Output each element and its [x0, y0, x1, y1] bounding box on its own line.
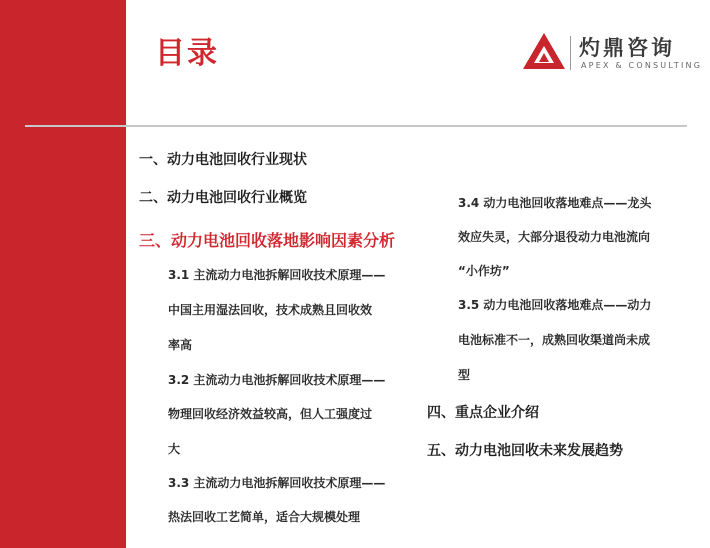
logo-subtitle: APEX & CONSULTING [581, 61, 703, 70]
sub-item-3-5-line-1[interactable]: 3.5 动力电池回收落地难点——动力 [458, 298, 652, 312]
logo-name: 灼鼎咨询 [579, 36, 675, 60]
company-logo [523, 30, 703, 74]
sub-item-3-1-line-1[interactable]: 3.1 主流动力电池拆解回收技术原理—— [168, 268, 386, 282]
logo-separator [570, 36, 571, 70]
sub-item-3-5-line-3[interactable]: 型 [458, 368, 471, 382]
sub-item-3-2-line-3[interactable]: 大 [168, 442, 181, 456]
sub-item-3-4-line-1[interactable]: 3.4 动力电池回收落地难点——龙头 [458, 196, 652, 210]
sub-item-3-3-line-1[interactable]: 3.3 主流动力电池拆解回收技术原理—— [168, 476, 386, 490]
header-divider [25, 125, 687, 127]
sub-item-3-2-line-1[interactable]: 3.2 主流动力电池拆解回收技术原理—— [168, 373, 386, 387]
toc-item-4[interactable]: 四、重点企业介绍 [427, 405, 539, 421]
toc-item-2[interactable]: 二、动力电池回收行业概览 [139, 190, 307, 206]
left-red-sidebar [0, 0, 126, 548]
logo-triangle-icon [523, 33, 565, 69]
sub-item-3-1-line-2[interactable]: 中国主用湿法回收，技术成熟且回收效 [168, 303, 373, 317]
toc-item-1[interactable]: 一、动力电池回收行业现状 [139, 152, 307, 168]
page-title: 目录 [155, 36, 219, 71]
sub-item-3-2-line-2[interactable]: 物理回收经济效益较高，但人工强度过 [168, 407, 373, 421]
toc-item-5[interactable]: 五、动力电池回收未来发展趋势 [427, 443, 623, 459]
sub-item-3-3-line-2[interactable]: 热法回收工艺简单，适合大规模处理 [168, 510, 361, 524]
sub-item-3-4-line-3[interactable]: “小作坊” [458, 264, 510, 278]
sub-item-3-5-line-2[interactable]: 电池标准不一，成熟回收渠道尚未成 [458, 333, 651, 347]
sub-item-3-1-line-3[interactable]: 率高 [168, 338, 193, 352]
sub-item-3-4-line-2[interactable]: 效应失灵，大部分退役动力电池流向 [458, 230, 651, 244]
toc-item-3-active[interactable]: 三、动力电池回收落地影响因素分析 [139, 231, 396, 250]
